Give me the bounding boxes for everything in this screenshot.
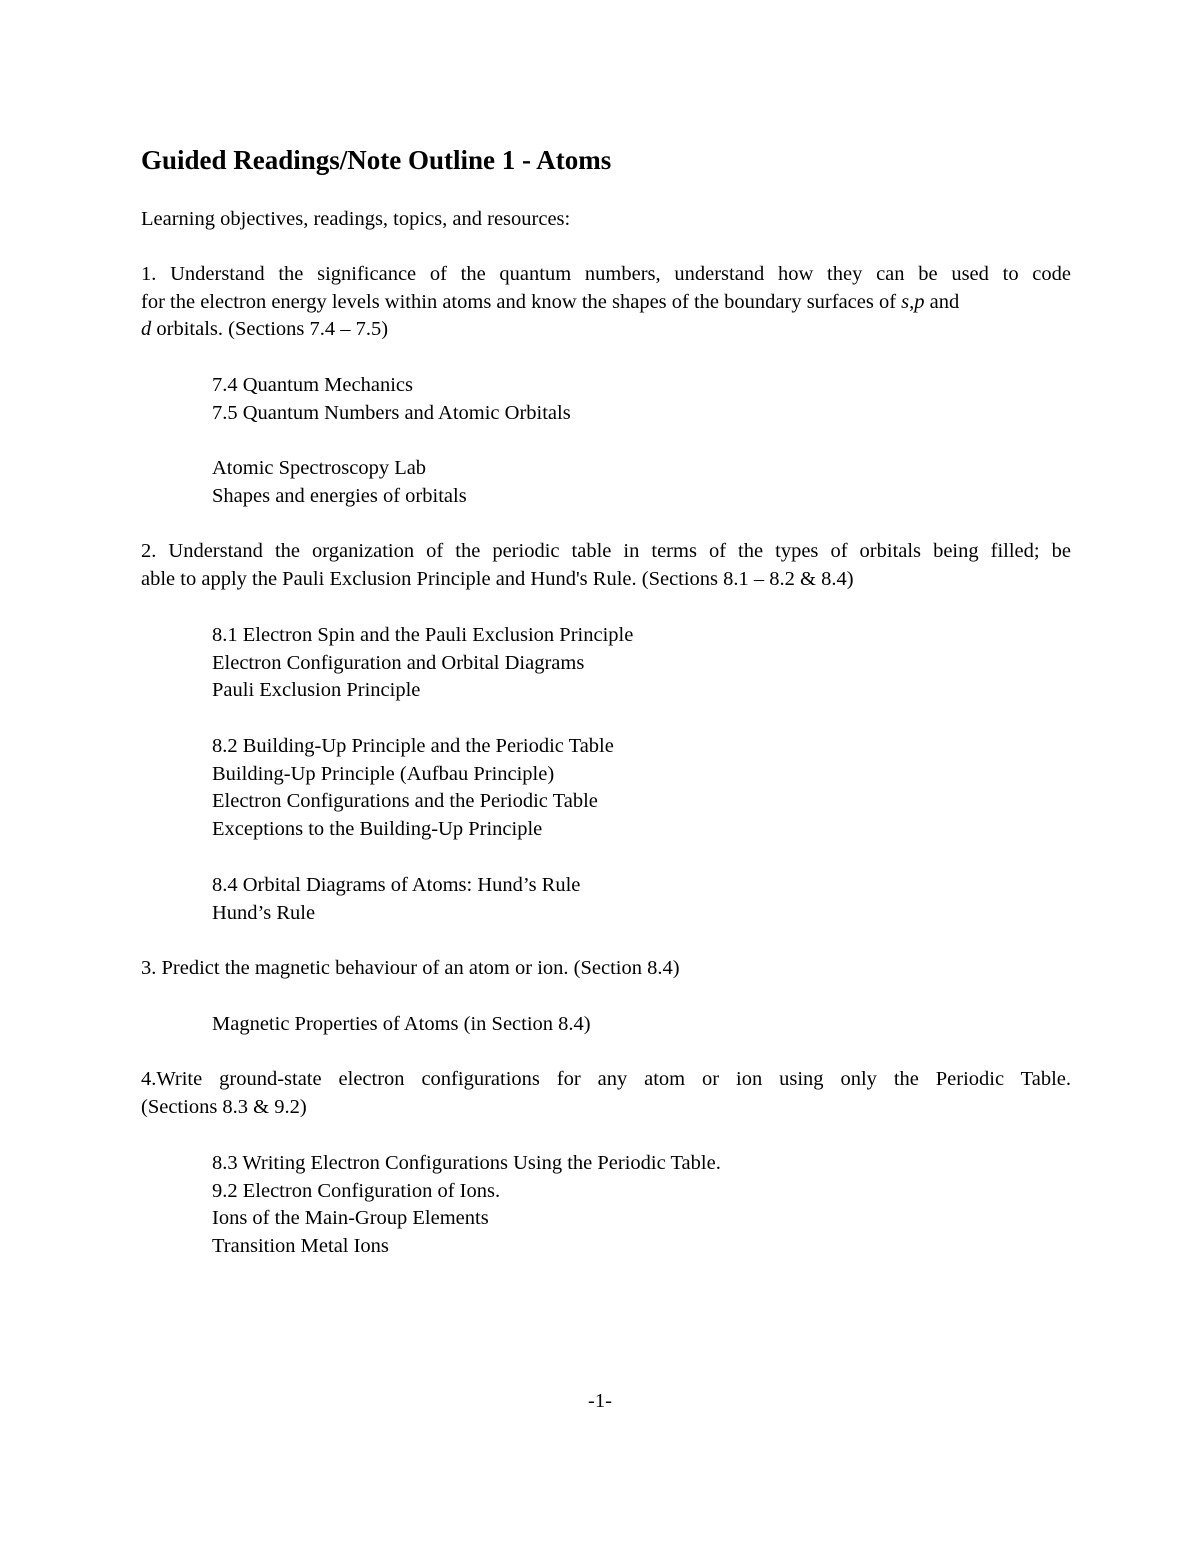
objective-3 [141, 955, 1071, 983]
objective-2-line-1: 2. Understand the organization of the periodic table in terms of the types of orbitals being filled; be [141, 540, 1071, 562]
objective-1-line-1: 1. Understand the significance of the quantum numbers, understand how they can be used to code [141, 263, 1071, 285]
objective-2-topics-b [212, 733, 1072, 843]
topic-item: Pauli Exclusion Principle [212, 679, 421, 702]
topic-item: 8.4 Orbital Diagrams of Atoms: Hund’s Rule [212, 874, 581, 896]
intro-line: Learning objectives, readings, topics, and resources: [141, 208, 571, 230]
objective-2-topics-c [212, 872, 1072, 927]
objective-1-line-2-text: for the electron energy levels within atoms and know the shapes of the boundary surfaces of [141, 290, 902, 313]
objective-4 [141, 1066, 1071, 1121]
objective-1-line-3-text: orbitals. (Sections 7.4 – 7.5) [151, 318, 389, 341]
page-number: -1- [588, 1390, 612, 1412]
comma-separator: , [909, 290, 915, 313]
topic-item: Ions of the Main-Group Elements [212, 1207, 489, 1230]
topic-item: Electron Configurations and the Periodic Table [212, 790, 598, 813]
objective-4-line-2: (Sections 8.3 & 9.2) [141, 1095, 307, 1118]
objective-1-topics-a [212, 372, 1072, 427]
and-text: and [924, 290, 960, 313]
topic-item: 8.1 Electron Spin and the Pauli Exclusion Principle [212, 624, 634, 646]
objective-1-line-3 [141, 316, 1071, 344]
objective-2-line-2: able to apply the Pauli Exclusion Principle and Hund's Rule. (Sections 8.1 – 8.2 & 8.4) [141, 567, 854, 590]
topic-item: 7.5 Quantum Numbers and Atomic Orbitals [212, 401, 571, 424]
objective-4-line-1: 4.Write ground-state electron configurations for any atom or ion using only the Periodic Table. [141, 1068, 1071, 1090]
objective-3-line-1: 3. Predict the magnetic behaviour of an atom or ion. (Section 8.4) [141, 957, 680, 979]
objective-4-topics-a [212, 1150, 1072, 1260]
topic-item: Shapes and energies of orbitals [212, 484, 467, 507]
orbital-s-label: s [901, 290, 910, 313]
topic-item: Exceptions to the Building-Up Principle [212, 817, 543, 840]
orbital-d-label: d [141, 318, 152, 341]
topic-item: 8.2 Building-Up Principle and the Periodic Table [212, 735, 614, 757]
topic-item: Magnetic Properties of Atoms (in Section 8.4) [212, 1013, 591, 1035]
topic-item: Electron Configuration and Orbital Diagrams [212, 651, 585, 674]
topic-item: 7.4 Quantum Mechanics [212, 374, 413, 396]
objective-2 [141, 538, 1071, 593]
objective-2-topics-a [212, 622, 1072, 705]
objective-1 [141, 261, 1071, 344]
topic-item: 9.2 Electron Configuration of Ions. [212, 1179, 501, 1202]
intro-text [141, 206, 1071, 234]
topic-item: Hund’s Rule [212, 901, 316, 924]
objective-1-topics-b [212, 455, 1072, 510]
objective-1-line-2 [141, 289, 1071, 317]
topic-item: 8.3 Writing Electron Configurations Using the Periodic Table. [212, 1152, 721, 1174]
orbital-p-label: p [914, 290, 925, 313]
topic-item: Transition Metal Ions [212, 1234, 389, 1257]
topic-item: Building-Up Principle (Aufbau Principle) [212, 762, 555, 785]
topic-item: Atomic Spectroscopy Lab [212, 457, 427, 479]
objective-3-topics-a [212, 1011, 1072, 1039]
document-title: Guided Readings/Note Outline 1 - Atoms [141, 145, 612, 175]
